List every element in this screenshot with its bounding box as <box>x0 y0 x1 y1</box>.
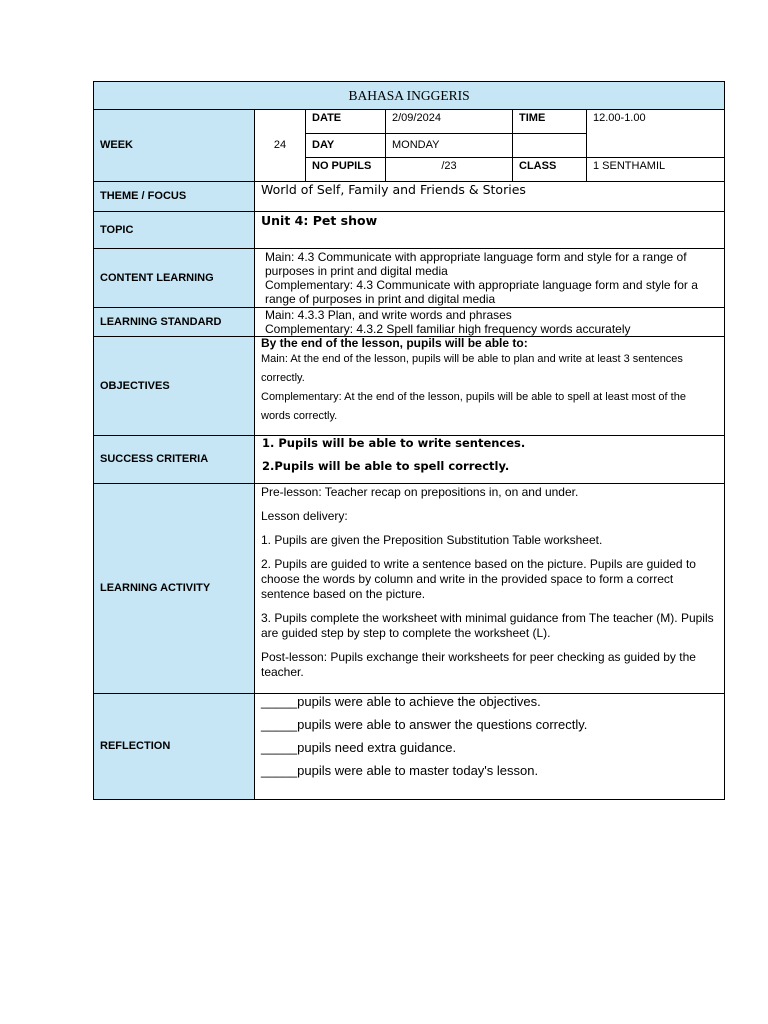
objectives-complementary: Complementary: At the end of the lesson, pupils will be able to spell at least most of the words correctly. <box>261 391 686 422</box>
success-criterion-2: 2.Pupils will be able to spell correctly. <box>262 459 510 473</box>
reflection-label: REFLECTION <box>94 694 255 800</box>
learning-standard-cell <box>255 308 725 337</box>
reflection-item-3: _____pupils need extra guidance. <box>261 740 457 755</box>
day-label: DAY <box>306 134 386 158</box>
lesson-plan-table <box>93 81 725 800</box>
content-learning-complementary: Complementary: 4.3 Communicate with appropriate language form and style for a range of purposes in print and digital media <box>265 278 698 306</box>
reflection-item-2: _____pupils were able to answer the questions correctly. <box>261 717 588 732</box>
activity-post-lesson: Post-lesson: Pupils exchange their worksheets for peer checking as guided by the teacher. <box>261 650 696 679</box>
activity-lesson-delivery: Lesson delivery: <box>261 509 348 523</box>
subject-title: BAHASA INGGERIS <box>94 82 725 110</box>
theme-label: THEME / FOCUS <box>94 182 255 212</box>
learning-activity-label: LEARNING ACTIVITY <box>94 484 255 694</box>
activity-step-1: 1. Pupils are given the Preposition Substitution Table worksheet. <box>261 533 603 547</box>
objectives-main: Main: At the end of the lesson, pupils will be able to plan and write at least 3 sentences correctly. <box>261 353 683 384</box>
learning-standard-complementary: Complementary: 4.3.2 Spell familiar high frequency words accurately <box>265 322 631 336</box>
empty-cell <box>513 134 587 158</box>
content-learning-label: CONTENT LEARNING <box>94 249 255 308</box>
objectives-cell <box>255 337 725 436</box>
date-value: 2/09/2024 <box>386 110 513 134</box>
class-label: CLASS <box>513 158 587 182</box>
week-value: 24 <box>255 110 306 182</box>
learning-standard-label: LEARNING STANDARD <box>94 308 255 337</box>
objectives-label: OBJECTIVES <box>94 337 255 436</box>
activity-step-2: 2. Pupils are guided to write a sentence based on the picture. Pupils are guided to choose the words by column and write in the provided space to form a correct sentence based on the picture. <box>261 557 696 601</box>
pupils-value: /23 <box>386 158 513 182</box>
week-label: WEEK <box>94 110 255 182</box>
content-learning-main: Main: 4.3 Communicate with appropriate language form and style for a range of purposes in print and digital media <box>265 250 687 278</box>
pupils-label: NO PUPILS <box>306 158 386 182</box>
objectives-heading: By the end of the lesson, pupils will be able to: <box>261 336 528 350</box>
topic-value: Unit 4: Pet show <box>255 212 725 249</box>
topic-label: TOPIC <box>94 212 255 249</box>
lesson-plan <box>93 81 724 800</box>
success-criteria-label: SUCCESS CRITERIA <box>94 436 255 484</box>
reflection-cell <box>255 694 725 800</box>
activity-step-3: 3. Pupils complete the worksheet with minimal guidance from The teacher (M). Pupils are guided step by step to complete the worksheet (L). <box>261 611 714 640</box>
activity-pre-lesson: Pre-lesson: Teacher recap on prepositions in, on and under. <box>261 485 579 499</box>
class-value: 1 SENTHAMIL <box>587 158 725 182</box>
theme-value: World of Self, Family and Friends & Stories <box>255 182 725 212</box>
success-criterion-1: 1. Pupils will be able to write sentences. <box>262 436 526 450</box>
time-value: 12.00-1.00 <box>587 110 725 158</box>
reflection-item-4: _____pupils were able to master today's lesson. <box>261 763 539 778</box>
reflection-item-1: _____pupils were able to achieve the objectives. <box>261 694 541 709</box>
learning-activity-cell <box>255 484 725 694</box>
learning-standard-main: Main: 4.3.3 Plan, and write words and phrases <box>265 308 512 322</box>
day-value: MONDAY <box>386 134 513 158</box>
time-label: TIME <box>513 110 587 134</box>
content-learning-cell <box>255 249 725 308</box>
date-label: DATE <box>306 110 386 134</box>
success-criteria-cell <box>255 436 725 484</box>
